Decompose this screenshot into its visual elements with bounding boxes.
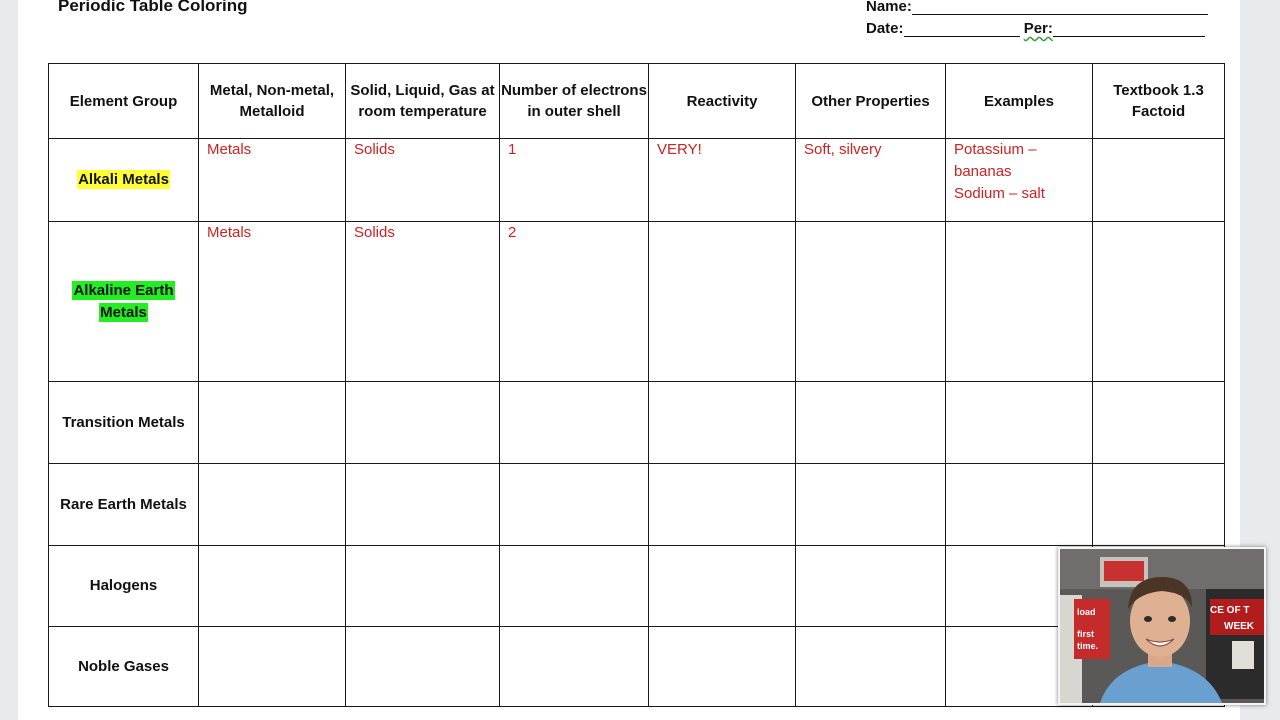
data-cell[interactable] bbox=[1093, 222, 1225, 382]
data-cell[interactable] bbox=[649, 464, 796, 546]
element-group-cell bbox=[49, 627, 199, 707]
element-group-label: Halogens bbox=[89, 577, 158, 594]
page-title: Periodic Table Coloring bbox=[58, 0, 248, 15]
table-row bbox=[49, 222, 1225, 382]
periodic-table-chart bbox=[48, 63, 1225, 707]
data-cell[interactable] bbox=[199, 139, 346, 222]
data-cell[interactable] bbox=[346, 139, 500, 222]
data-cell[interactable] bbox=[500, 464, 649, 546]
data-cell[interactable] bbox=[796, 139, 946, 222]
data-cell[interactable] bbox=[796, 627, 946, 707]
data-cell[interactable] bbox=[500, 382, 649, 464]
element-group-cell bbox=[49, 382, 199, 464]
data-cell[interactable] bbox=[649, 139, 796, 222]
svg-text:WEEK: WEEK bbox=[1224, 621, 1254, 632]
column-header: Textbook 1.3 Factoid bbox=[1093, 64, 1225, 139]
element-group-cell bbox=[49, 546, 199, 627]
data-cell[interactable] bbox=[946, 382, 1093, 464]
element-group-label: Noble Gases bbox=[78, 657, 169, 675]
data-cell[interactable] bbox=[1093, 382, 1225, 464]
data-cell[interactable] bbox=[946, 139, 1093, 222]
svg-text:time.: time. bbox=[1077, 641, 1099, 651]
header-row bbox=[49, 64, 1225, 139]
data-cell[interactable] bbox=[1093, 139, 1225, 222]
data-cell[interactable] bbox=[796, 546, 946, 627]
element-group-label: Rare Earth Metals bbox=[60, 495, 187, 513]
webcam-overlay bbox=[1058, 547, 1266, 705]
element-group-label: Alkaline Earth Metals bbox=[73, 281, 174, 321]
data-cell[interactable] bbox=[199, 382, 346, 464]
data-cell[interactable] bbox=[346, 627, 500, 707]
name-field[interactable] bbox=[866, 0, 1208, 15]
poster-right-text: CE OF T bbox=[1210, 605, 1250, 616]
date-per-field[interactable] bbox=[866, 20, 1205, 37]
table-body bbox=[49, 139, 1225, 707]
data-cell[interactable] bbox=[346, 382, 500, 464]
data-cell[interactable] bbox=[649, 222, 796, 382]
cell-text: Solids bbox=[354, 141, 395, 158]
cell-text: 2 bbox=[508, 224, 517, 241]
cell-text: Metals bbox=[207, 224, 252, 241]
table-row bbox=[49, 464, 1225, 546]
cell-text: Soft, silvery bbox=[804, 141, 882, 158]
data-cell[interactable] bbox=[796, 464, 946, 546]
table-row bbox=[49, 382, 1225, 464]
data-cell[interactable] bbox=[199, 627, 346, 707]
column-header: Number of electrons in outer shell bbox=[500, 64, 649, 139]
column-header: Element Group bbox=[49, 64, 199, 139]
data-cell[interactable] bbox=[500, 139, 649, 222]
table-row bbox=[49, 627, 1225, 707]
cell-text: Potassium – bananas Sodium – salt bbox=[954, 141, 1045, 202]
data-cell[interactable] bbox=[500, 627, 649, 707]
name-blank[interactable] bbox=[912, 0, 1208, 15]
data-cell[interactable] bbox=[946, 464, 1093, 546]
cell-text: 1 bbox=[508, 141, 517, 158]
cell-text: VERY! bbox=[657, 141, 702, 158]
element-group-cell bbox=[49, 139, 199, 222]
element-group-label: Alkali Metals bbox=[78, 171, 169, 188]
data-cell[interactable] bbox=[500, 222, 649, 382]
data-cell[interactable] bbox=[346, 464, 500, 546]
left-gutter bbox=[0, 0, 18, 720]
data-cell[interactable] bbox=[199, 222, 346, 382]
name-label: Name: bbox=[866, 0, 912, 15]
data-cell[interactable] bbox=[796, 382, 946, 464]
poster-left-text: load bbox=[1077, 607, 1096, 617]
column-header: Solid, Liquid, Gas at room temperature bbox=[346, 64, 500, 139]
data-cell[interactable] bbox=[649, 546, 796, 627]
table-row bbox=[49, 546, 1225, 627]
per-label: Per: bbox=[1023, 20, 1053, 37]
table-row bbox=[49, 139, 1225, 222]
element-group-cell bbox=[49, 222, 199, 382]
data-cell[interactable] bbox=[1093, 464, 1225, 546]
column-header: Examples bbox=[946, 64, 1093, 139]
cell-text: Metals bbox=[207, 141, 252, 158]
date-label: Date: bbox=[866, 20, 904, 37]
column-header: Metal, Non-metal, Metalloid bbox=[199, 64, 346, 139]
data-cell[interactable] bbox=[199, 546, 346, 627]
element-group-label: Transition Metals bbox=[62, 413, 185, 431]
data-cell[interactable] bbox=[500, 546, 649, 627]
data-cell[interactable] bbox=[796, 222, 946, 382]
data-cell[interactable] bbox=[346, 222, 500, 382]
data-cell[interactable] bbox=[199, 464, 346, 546]
data-cell[interactable] bbox=[649, 382, 796, 464]
webcam-feed-image bbox=[1060, 549, 1264, 703]
date-blank[interactable] bbox=[904, 22, 1020, 37]
column-header: Other Properties bbox=[796, 64, 946, 139]
per-blank[interactable] bbox=[1053, 22, 1205, 37]
data-cell[interactable] bbox=[946, 222, 1093, 382]
data-cell[interactable] bbox=[649, 627, 796, 707]
column-header: Reactivity bbox=[649, 64, 796, 139]
element-group-cell bbox=[49, 464, 199, 546]
data-cell[interactable] bbox=[346, 546, 500, 627]
cell-text: Solids bbox=[354, 224, 395, 241]
svg-text:first: first bbox=[1077, 629, 1095, 639]
